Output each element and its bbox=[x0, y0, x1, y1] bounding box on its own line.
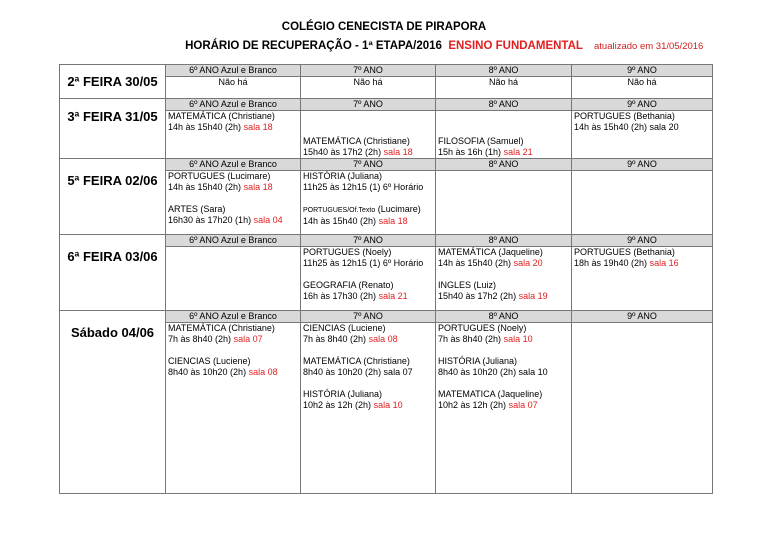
col-header-8: 8º ANO bbox=[436, 311, 572, 323]
cell-empty bbox=[572, 323, 713, 494]
subject: HISTÓRIA (Juliana) bbox=[303, 389, 383, 399]
cell-value: Não há bbox=[301, 77, 436, 99]
time: 15h às 16h (1h) bbox=[438, 147, 502, 157]
col-header-9: 9º ANO bbox=[572, 99, 713, 111]
room: sala 21 bbox=[378, 291, 408, 301]
time: 8h40 às 10h20 (2h) sala 07 bbox=[303, 367, 413, 377]
time: 8h40 às 10h20 (2h) sala 10 bbox=[438, 367, 548, 377]
col-header-7: 7º ANO bbox=[301, 159, 436, 171]
day-label: 5ª FEIRA 02/06 bbox=[67, 173, 158, 188]
cell-entry bbox=[436, 323, 572, 494]
room: sala 10 bbox=[503, 334, 533, 344]
day-label: Sábado 04/06 bbox=[70, 325, 155, 340]
subject: MATEMÁTICA (Christiane) bbox=[168, 323, 275, 333]
header-row bbox=[60, 235, 713, 247]
day-label: 3ª FEIRA 31/05 bbox=[67, 109, 158, 124]
subject: ARTES (Sara) bbox=[168, 204, 226, 214]
cell-empty bbox=[166, 247, 301, 311]
schedule-name: HORÁRIO DE RECUPERAÇÃO - 1ª ETAPA/2016 bbox=[185, 40, 442, 52]
subject: GEOGRAFIA (Renato) bbox=[303, 280, 394, 290]
col-header-8: 8º ANO bbox=[436, 99, 572, 111]
subject: PORTUGUES/Of.Texto bbox=[303, 207, 376, 214]
cell-entry bbox=[166, 323, 301, 494]
day-thursday bbox=[60, 159, 166, 235]
subject: FILOSOFIA (Samuel) bbox=[438, 136, 524, 146]
subject: PORTUGUES (Lucimare) bbox=[168, 171, 271, 181]
subject: PORTUGUES (Noely) bbox=[303, 247, 392, 257]
subject: MATEMÁTICA (Jaqueline) bbox=[438, 247, 543, 257]
school-title: COLÉGIO CENECISTA DE PIRAPORA bbox=[281, 21, 487, 33]
header-row bbox=[60, 99, 713, 111]
room: sala 19 bbox=[518, 291, 548, 301]
time: 7h às 8h40 (2h) bbox=[303, 334, 367, 344]
day-friday bbox=[60, 235, 166, 311]
cell-entry bbox=[572, 247, 713, 311]
col-header-7: 7º ANO bbox=[301, 65, 436, 77]
day-monday: 2ª FEIRA 30/05 bbox=[60, 65, 166, 99]
cell-entry bbox=[436, 111, 572, 159]
header-row bbox=[60, 159, 713, 171]
cell-entry bbox=[301, 171, 436, 235]
cell-entry bbox=[301, 111, 436, 159]
room: sala 16 bbox=[649, 258, 679, 268]
updated-date: atualizado em 31/05/2016 bbox=[594, 41, 704, 52]
subject: CIENCIAS (Luciene) bbox=[168, 356, 251, 366]
time: 16h às 17h30 (2h) bbox=[303, 291, 377, 301]
time: 14h às 15h40 (2h) bbox=[438, 258, 512, 268]
cell-value: Não há bbox=[166, 77, 301, 99]
subject: HISTÓRIA (Juliana) bbox=[438, 356, 518, 366]
day-saturday bbox=[60, 311, 166, 494]
subject: INGLES (Luiz) bbox=[438, 280, 497, 290]
room: sala 07 bbox=[233, 334, 263, 344]
col-header-8: 8º ANO bbox=[436, 159, 572, 171]
subject: PORTUGUES (Bethania) bbox=[574, 247, 675, 257]
col-header-6: 6º ANO Azul e Branco bbox=[166, 311, 301, 323]
room: sala 18 bbox=[243, 182, 273, 192]
teacher: (Lucimare) bbox=[377, 204, 421, 214]
subject: MATEMÁTICA (Christiane) bbox=[168, 111, 275, 121]
subject: PORTUGUES (Bethania) bbox=[574, 111, 675, 121]
schedule-table bbox=[59, 64, 713, 494]
cell-empty bbox=[572, 171, 713, 235]
room: sala 18 bbox=[383, 147, 413, 157]
col-header-8: 8º ANO bbox=[436, 235, 572, 247]
col-header-7: 7º ANO bbox=[301, 311, 436, 323]
time: 15h40 às 17h2 (2h) bbox=[303, 147, 382, 157]
room: sala 20 bbox=[513, 258, 543, 268]
cell-value: Não há bbox=[572, 77, 713, 99]
cell-empty bbox=[436, 171, 572, 235]
day-tuesday bbox=[60, 99, 166, 159]
col-header-9: 9º ANO bbox=[572, 65, 713, 77]
room: sala 08 bbox=[248, 367, 278, 377]
col-header-6: 6º ANO Azul e Branco bbox=[166, 235, 301, 247]
subject: HISTÓRIA (Juliana) bbox=[303, 171, 383, 181]
cell-value: Não há bbox=[436, 77, 572, 99]
time: 7h às 8h40 (2h) bbox=[438, 334, 502, 344]
time: 14h às 15h40 (2h) sala 20 bbox=[574, 122, 679, 132]
col-header-6: 6º ANO Azul e Branco bbox=[166, 65, 301, 77]
col-header-6: 6º ANO Azul e Branco bbox=[166, 159, 301, 171]
time: 14h às 15h40 (2h) bbox=[168, 182, 242, 192]
time: 14h às 15h40 (2h) bbox=[168, 122, 242, 132]
subject: MATEMATICA (Jaqueline) bbox=[438, 389, 543, 399]
room: sala 18 bbox=[378, 216, 408, 226]
time: 10h2 às 12h (2h) bbox=[303, 400, 372, 410]
time: 8h40 às 10h20 (2h) bbox=[168, 367, 247, 377]
room: sala 21 bbox=[503, 147, 533, 157]
col-header-8: 8º ANO bbox=[436, 65, 572, 77]
col-header-9: 9º ANO bbox=[572, 159, 713, 171]
room: sala 08 bbox=[368, 334, 398, 344]
room: sala 04 bbox=[253, 215, 283, 225]
subject: MATEMÁTICA (Christiane) bbox=[303, 136, 410, 146]
header-row bbox=[60, 311, 713, 323]
subject: MATEMÁTICA (Christiane) bbox=[303, 356, 410, 366]
time: 11h25 às 12h15 (1) 6º Horário bbox=[303, 258, 424, 268]
cell-entry bbox=[572, 111, 713, 159]
cell-entry bbox=[436, 247, 572, 311]
level-label: ENSINO FUNDAMENTAL bbox=[448, 40, 583, 52]
room: sala 07 bbox=[508, 400, 538, 410]
time: 10h2 às 12h (2h) bbox=[438, 400, 507, 410]
time: 18h às 19h40 (2h) bbox=[574, 258, 648, 268]
room: sala 18 bbox=[243, 122, 273, 132]
day-label: 6ª FEIRA 03/06 bbox=[67, 249, 158, 264]
room: sala 10 bbox=[373, 400, 403, 410]
time: 7h às 8h40 (2h) bbox=[168, 334, 232, 344]
cell-entry bbox=[166, 111, 301, 159]
col-header-7: 7º ANO bbox=[301, 99, 436, 111]
time: 16h30 às 17h20 (1h) bbox=[168, 215, 252, 225]
time: 11h25 às 12h15 (1) 6º Horário bbox=[303, 182, 424, 192]
col-header-9: 9º ANO bbox=[572, 311, 713, 323]
header-row bbox=[60, 65, 713, 77]
col-header-7: 7º ANO bbox=[301, 235, 436, 247]
col-header-6: 6º ANO Azul e Branco bbox=[166, 99, 301, 111]
cell-entry bbox=[301, 247, 436, 311]
subject: CIENCIAS (Luciene) bbox=[303, 323, 386, 333]
cell-entry bbox=[166, 171, 301, 235]
col-header-9: 9º ANO bbox=[572, 235, 713, 247]
time: 15h40 às 17h2 (2h) bbox=[438, 291, 517, 301]
time: 14h às 15h40 (2h) bbox=[303, 216, 377, 226]
cell-entry bbox=[301, 323, 436, 494]
subject: PORTUGUES (Noely) bbox=[438, 323, 527, 333]
